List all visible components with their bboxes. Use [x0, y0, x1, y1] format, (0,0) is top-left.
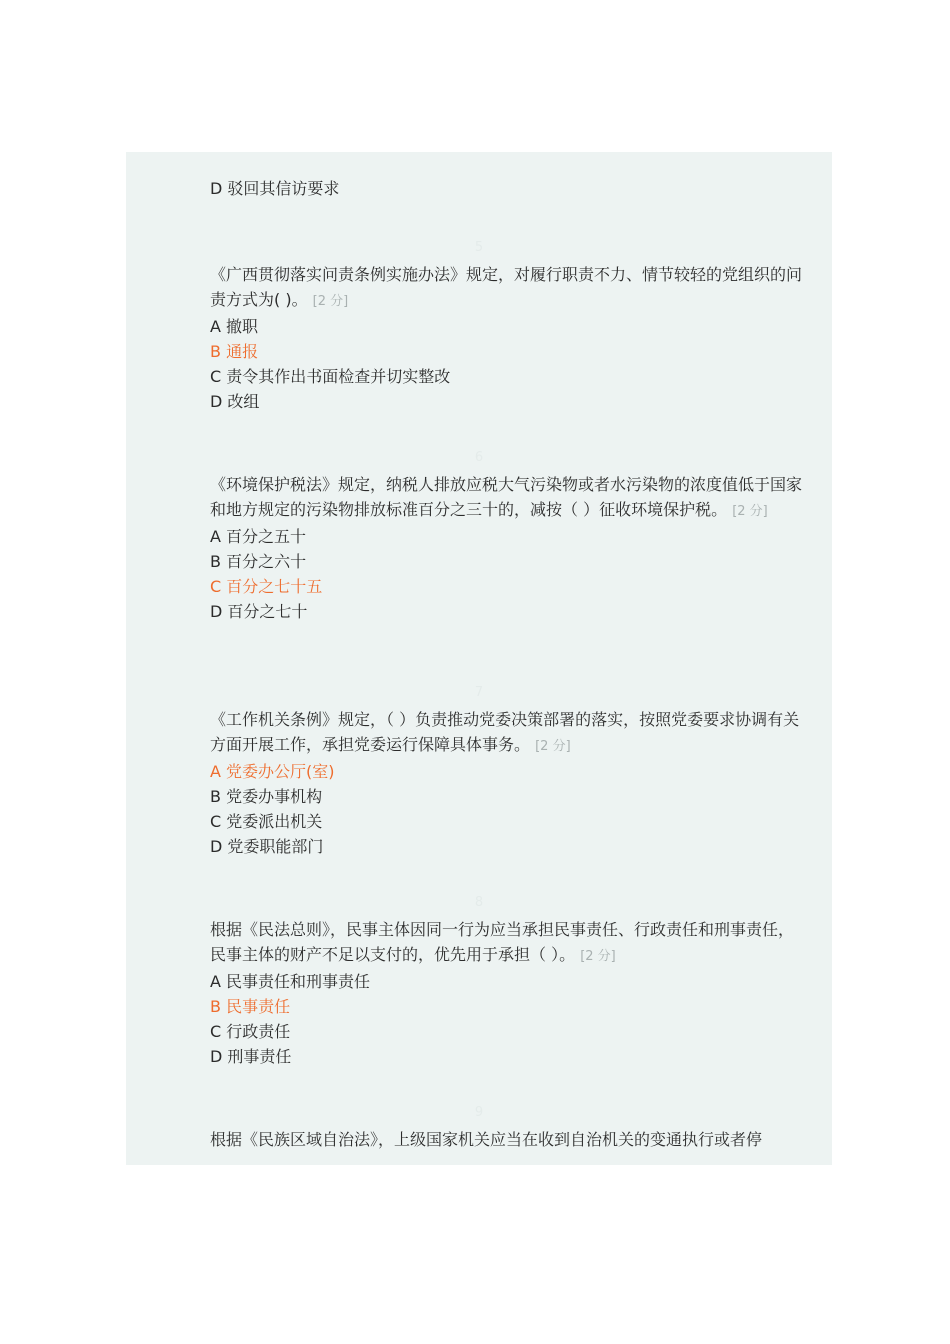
option-a[interactable]: A 百分之五十: [210, 527, 307, 546]
option-d[interactable]: D 改组: [210, 392, 260, 411]
option-a[interactable]: A 民事责任和刑事责任: [210, 972, 371, 991]
question-number: 7: [474, 685, 484, 700]
option-c-correct[interactable]: C 百分之七十五: [210, 577, 323, 596]
question-score: [2 分]: [732, 504, 768, 519]
question-stem-text: 根据《民法总则》，民事主体因同一行为应当承担民事责任、行政责任和刑事责任，民事主体的财产不足以支付的，优先用于承担（ ）。: [210, 920, 795, 964]
option-d[interactable]: D 百分之七十: [210, 602, 308, 621]
question-stem: [210, 472, 804, 524]
option-b[interactable]: B 党委办事机构: [210, 787, 323, 806]
option-b-correct[interactable]: B 民事责任: [210, 997, 291, 1016]
question-block: [210, 262, 804, 414]
question-number: 6: [474, 450, 484, 465]
question-number: 8: [474, 895, 484, 910]
quiz-panel: [126, 152, 832, 1165]
question-stem-text: 《环境保护税法》规定，纳税人排放应税大气污染物或者水污染物的浓度值低于国家和地方规定的污染物排放标准百分之三十的，减按（ ）征收环境保护税。: [210, 475, 803, 519]
question-block: [210, 917, 804, 1069]
option-d[interactable]: D 党委职能部门: [210, 837, 324, 856]
option-b[interactable]: B 百分之六十: [210, 552, 307, 571]
question-stem: [210, 707, 804, 759]
question-score: [2 分]: [535, 739, 571, 754]
question-score: [2 分]: [580, 949, 616, 964]
option-b-correct[interactable]: B 通报: [210, 342, 259, 361]
question-block: [210, 472, 804, 624]
option-c[interactable]: C 行政责任: [210, 1022, 291, 1041]
option-c[interactable]: C 党委派出机关: [210, 812, 323, 831]
question-score: [2 分]: [312, 294, 349, 309]
question-stem: [210, 917, 804, 969]
question-stem-text: 《工作机关条例》规定，（ ）负责推动党委决策部署的落实，按照党委要求协调有关方面开展工作，承担党委运行保障具体事务。: [210, 710, 800, 754]
previous-question-tail: [210, 176, 804, 201]
option-a[interactable]: A 撤职: [210, 317, 259, 336]
option-d: D 驳回其信访要求: [210, 179, 340, 198]
question-stem: 根据《民族区域自治法》，上级国家机关应当在收到自治机关的变通执行或者停: [210, 1130, 763, 1149]
option-c[interactable]: C 责令其作出书面检查并切实整改: [210, 367, 451, 386]
question-number: 5: [474, 240, 484, 255]
question-block: [210, 1127, 804, 1152]
question-stem: [210, 262, 804, 314]
question-number: 9: [474, 1105, 484, 1120]
question-block: [210, 707, 804, 859]
option-a-correct[interactable]: A 党委办公厅(室): [210, 762, 335, 781]
question-stem-text: 《广西贯彻落实问责条例实施办法》规定，对履行职责不力、情节较轻的党组织的问责方式为( )。: [210, 265, 803, 309]
option-d[interactable]: D 刑事责任: [210, 1047, 292, 1066]
